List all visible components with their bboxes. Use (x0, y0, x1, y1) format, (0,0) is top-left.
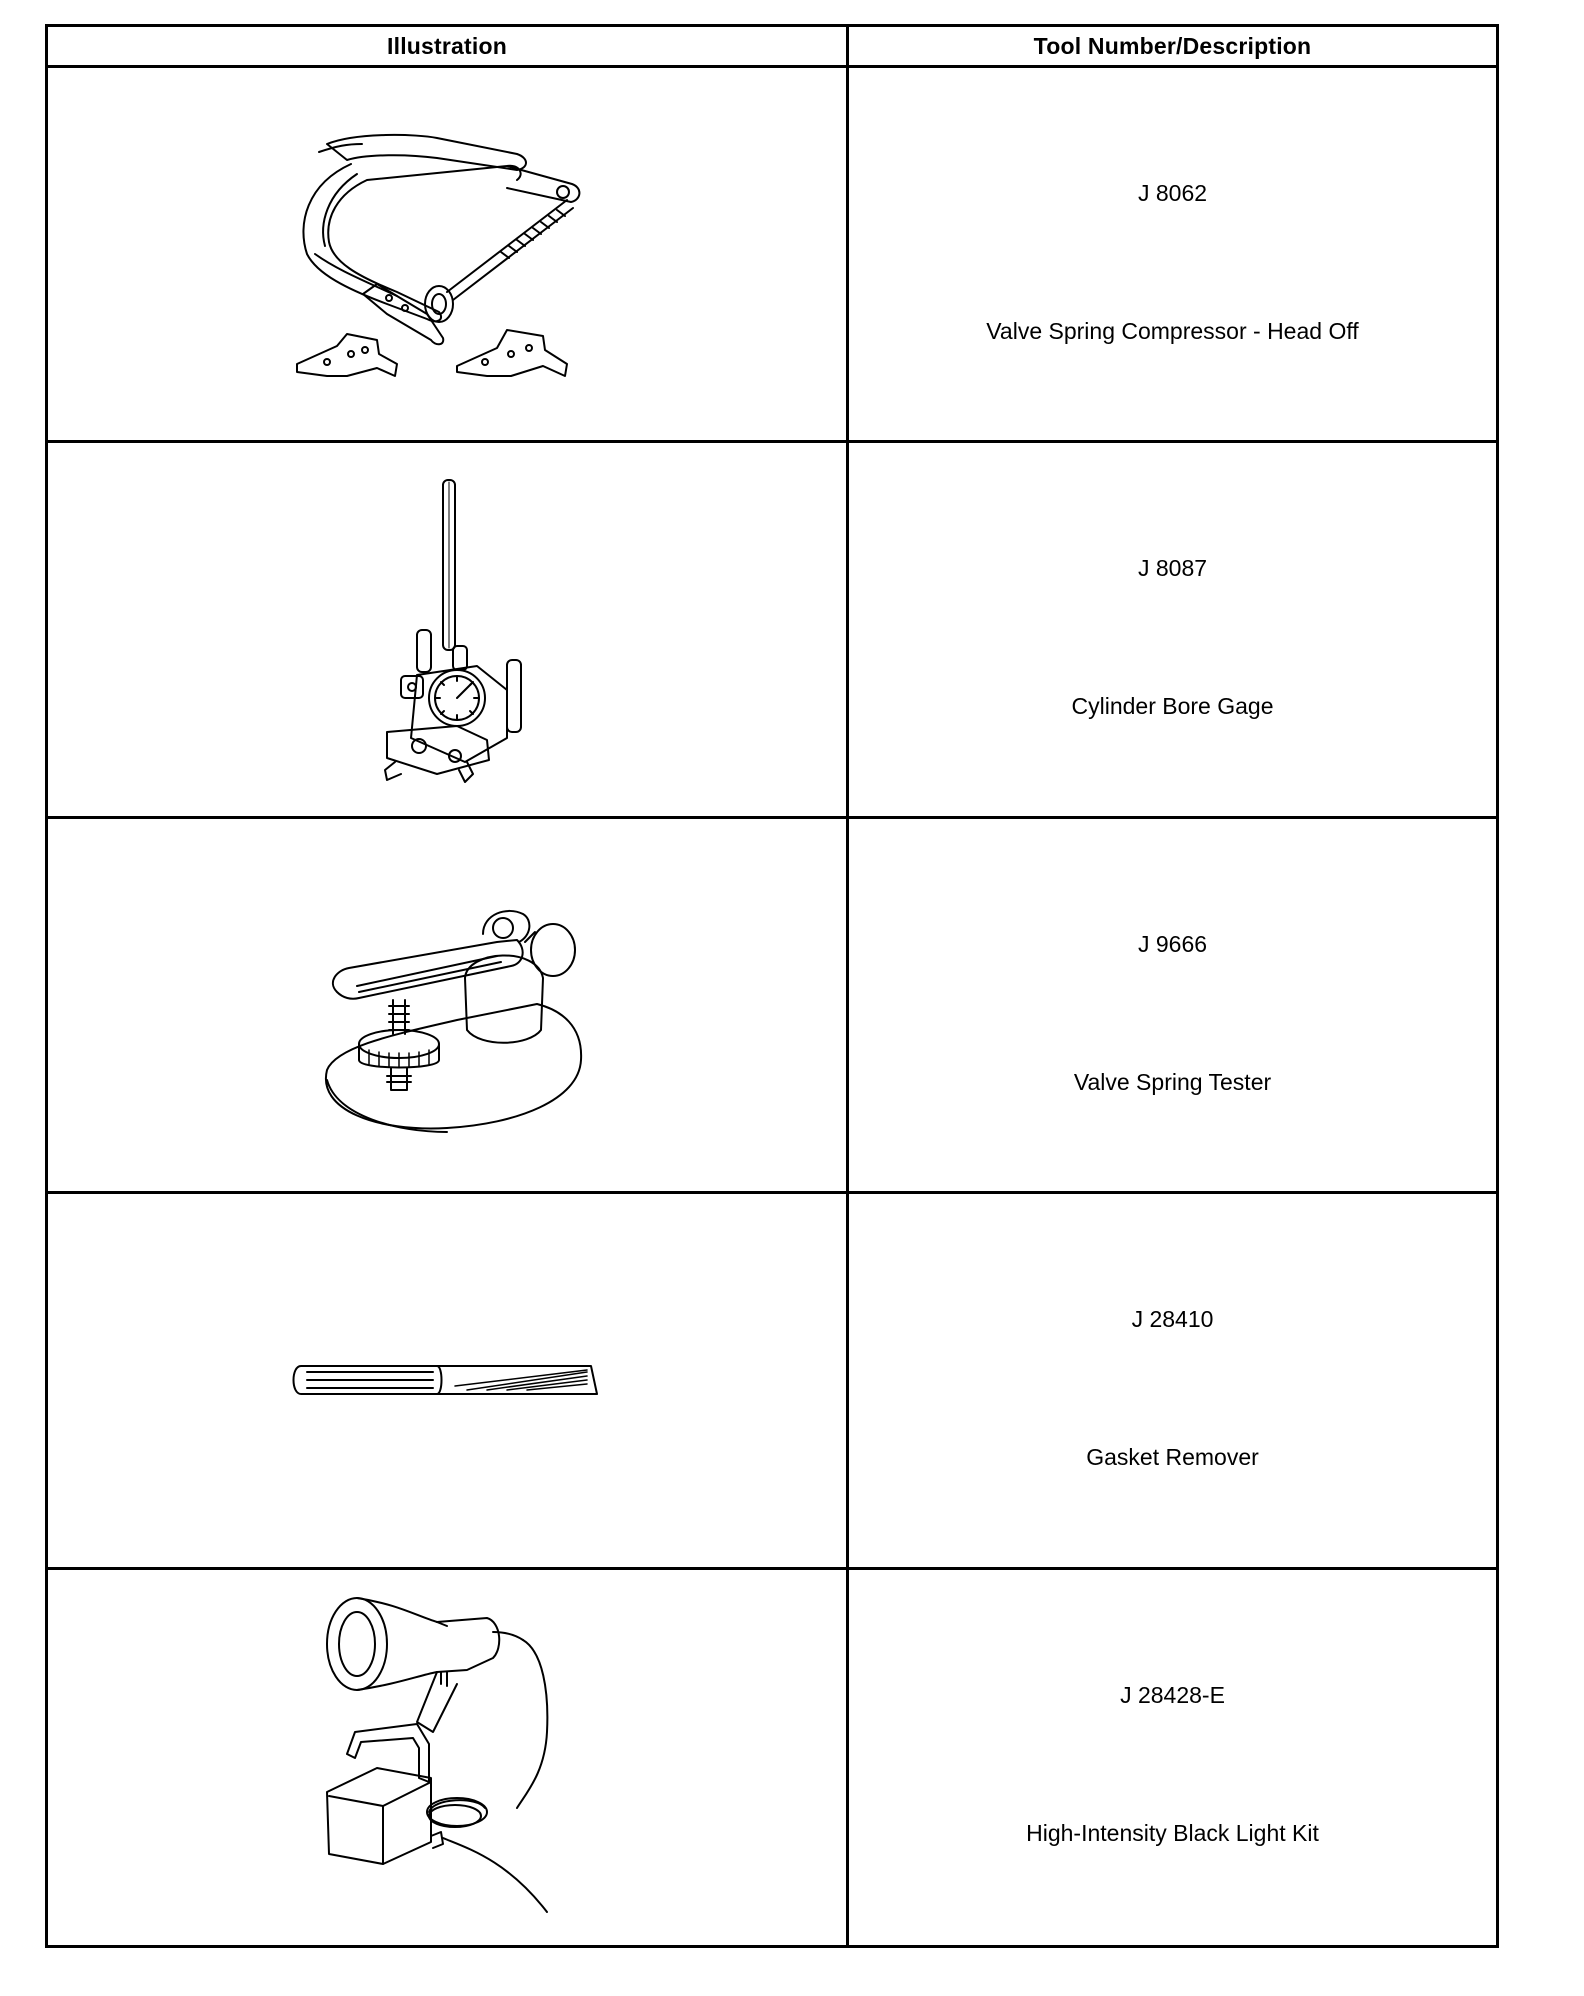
tool-number: J 8087 (1137, 555, 1208, 582)
tool-description-cell (849, 819, 1496, 1194)
tool-description: Gasket Remover (1086, 1444, 1259, 1471)
tool-number: J 8062 (1137, 180, 1208, 206)
illustration-cell (48, 1570, 849, 1945)
valve-spring-tester-icon (297, 870, 597, 1140)
tool-description-cell (849, 1194, 1496, 1569)
tool-description: Valve Spring Tester (1073, 1068, 1272, 1095)
illustration-cell (48, 819, 849, 1194)
tool-description-cell (849, 1570, 1496, 1945)
tool-description: High-Intensity Black Light Kit (1026, 1819, 1319, 1846)
tool-number: J 28410 (1131, 1306, 1214, 1333)
tool-number: J 9666 (1137, 930, 1208, 957)
tool-description-cell (849, 68, 1496, 443)
cylinder-bore-gage-icon (347, 470, 547, 790)
tool-number: J 28428-E (1120, 1681, 1225, 1708)
tool-table (45, 24, 1499, 1948)
illustration-cell (48, 443, 849, 818)
header-illustration: Illustration (48, 27, 849, 68)
tool-description: Cylinder Bore Gage (1071, 693, 1274, 720)
tool-description-cell (849, 443, 1496, 818)
valve-spring-compressor-icon (267, 114, 627, 394)
tool-description: Valve Spring Compressor - Head Off (986, 318, 1359, 344)
black-light-kit-icon (317, 1592, 577, 1922)
illustration-cell (48, 1194, 849, 1569)
gasket-remover-icon (287, 1350, 607, 1410)
illustration-cell (48, 68, 849, 443)
header-tool-number-description: Tool Number/Description (849, 27, 1496, 68)
